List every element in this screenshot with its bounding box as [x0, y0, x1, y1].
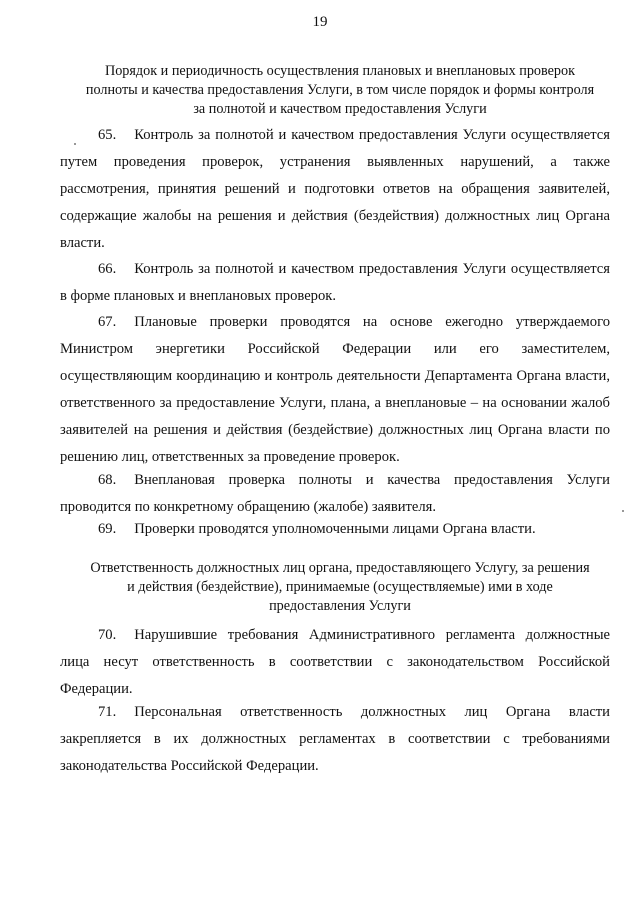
paragraph-67	[60, 309, 610, 471]
heading-line: Ответственность должностных лиц органа, предоставляющего Услугу, за решения	[90, 560, 590, 576]
scan-speck	[74, 143, 76, 145]
paragraph-number: 70.	[98, 627, 117, 643]
heading-line: за полнотой и качеством предоставления Услуги	[193, 101, 487, 117]
paragraph-text: Внеплановая проверка полноты и качества предоставления Услуги проводится по конкретному обращению (жалобе) заявителя.	[60, 472, 610, 515]
paragraph-66	[60, 256, 610, 310]
paragraph-number: 68.	[98, 472, 117, 488]
heading-line: предоставления Услуги	[269, 598, 411, 614]
paragraph-71	[60, 699, 610, 780]
section-heading-responsibility	[60, 559, 620, 616]
paragraph-text: Нарушившие требования Административного регламента должностные лица несут ответственность в соответствии с законодательством Российской Федерации.	[60, 627, 610, 697]
paragraph-65	[60, 122, 610, 257]
paragraph-70	[60, 622, 610, 703]
paragraph-number: 69.	[98, 521, 117, 537]
paragraph-number: 67.	[98, 314, 117, 330]
heading-line: полноты и качества предоставления Услуги, в том числе порядок и формы контроля	[85, 82, 595, 98]
paragraph-69	[60, 516, 610, 543]
paragraph-68	[60, 467, 610, 521]
heading-line: и действия (бездействие), принимаемые (осуществляемые) ими в ходе	[127, 579, 553, 595]
paragraph-text: Плановые проверки проводятся на основе ежегодно утверждаемого Министром энергетики Российской Федерации или его заместителем, осуществляющим координацию и контроль деятельности Департамента Органа власти, ответственного за предоставление Услуги, плана, а внеплановые – на основании жалоб заявителей на решения и действия (бездействие) должностных лиц Органа власти по решению лиц, ответственных за проведение проверок.	[60, 314, 610, 465]
heading-line: Порядок и периодичность осуществления плановых и внеплановых проверок	[104, 63, 576, 79]
paragraph-text: Контроль за полнотой и качеством предоставления Услуги осуществляется в форме плановых и внеплановых проверок.	[60, 261, 610, 304]
section-heading-inspections	[60, 62, 620, 119]
paragraph-number: 65.	[98, 127, 117, 143]
paragraph-text: Проверки проводятся уполномоченными лицами Органа власти.	[134, 521, 536, 537]
paragraph-number: 66.	[98, 261, 117, 277]
paragraph-text: Контроль за полнотой и качеством предоставления Услуги осуществляется путем проведения проверок, устранения выявленных нарушений, а также рассмотрения, принятия решений и подготовки ответов на обращения заявителей, содержащие жалобы на решения и действия (бездействия) должностных лиц Органа власти.	[60, 127, 610, 251]
paragraph-number: 71.	[98, 704, 117, 720]
page-number: 19	[312, 14, 328, 30]
scan-speck	[622, 510, 624, 512]
paragraph-text: Персональная ответственность должностных лиц Органа власти закрепляется в их должностных регламентах в соответствии с требованиями законодательства Российской Федерации.	[60, 704, 610, 774]
